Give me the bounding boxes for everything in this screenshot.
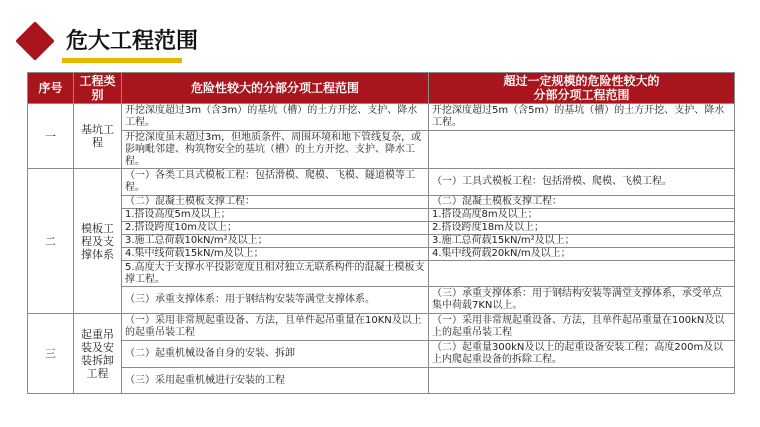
- title-underline: [62, 58, 182, 63]
- dangerous-cell: 3.施工总荷载10kN/m²及以上；: [122, 235, 429, 248]
- dangerous-cell: 开挖深度虽未超过3m，但地质条件、周围环境和地下管线复杂，或影响毗邻建、构筑物安全的基坑（槽）的土方开挖、支护、降水工程。: [122, 131, 429, 169]
- super-cell: （一）工具式模板工程：包括滑模、爬模、飞模工程。: [429, 169, 735, 196]
- dangerous-cell: 开挖深度超过3m（含3m）的基坑（槽）的土方开挖、支护、降水工程。: [122, 104, 429, 131]
- dangerous-cell: （一）各类工具式模板工程：包括滑模、爬模、飞模、隧道模等工程。: [122, 169, 429, 196]
- dangerous-cell: （一）采用非常规起重设备、方法，且单件起吊重量在10KN及以上的起重吊装工程: [122, 314, 429, 341]
- header-super-line1: 超过一定规模的危险性较大的: [503, 74, 660, 88]
- super-cell: [429, 261, 735, 287]
- table-row: [28, 222, 735, 235]
- group-seq: 一: [28, 104, 74, 169]
- table-row: [28, 104, 735, 131]
- super-cell: [429, 368, 735, 394]
- group-category: 基坑工程: [74, 104, 122, 169]
- table-row: [28, 261, 735, 287]
- table-row: [28, 248, 735, 261]
- table-row: [28, 209, 735, 222]
- dangerous-cell: 1.搭设高度5m及以上；: [122, 209, 429, 222]
- super-cell: （一）采用非常规起重设备、方法，且单件起吊重量在100kN及以上的起重吊装工程: [429, 314, 735, 341]
- dangerous-cell: 4.集中线荷载15kN/m及以上；: [122, 248, 429, 261]
- table-row: [28, 235, 735, 248]
- title-bar: [0, 0, 760, 72]
- dangerous-cell: 2.搭设跨度10m及以上；: [122, 222, 429, 235]
- group-category: 模板工程及支撑体系: [74, 169, 122, 314]
- super-cell: （二）混凝土模板支撑工程：: [429, 196, 735, 209]
- table-row: [28, 131, 735, 169]
- super-cell: 开挖深度超过5m（含5m）的基坑（槽）的土方开挖、支护、降水工程。: [429, 104, 735, 131]
- dangerous-cell: （三）采用起重机械进行安装的工程: [122, 368, 429, 394]
- header-super: [429, 73, 735, 104]
- table-row: [28, 314, 735, 341]
- header-category: 工程类别: [74, 73, 122, 104]
- header-seq: 序号: [28, 73, 74, 104]
- scope-table: [27, 72, 735, 394]
- table-row: [28, 196, 735, 209]
- super-cell: （三）承重支撑体系：用于钢结构安装等满堂支撑体系，承受单点集中荷载7KN以上。: [429, 287, 735, 314]
- table-row: [28, 287, 735, 314]
- group-seq: 二: [28, 169, 74, 314]
- super-cell: 3.施工总荷载15kN/m²及以上；: [429, 235, 735, 248]
- table-row: [28, 169, 735, 196]
- dangerous-cell: （三）承重支撑体系：用于钢结构安装等满堂支撑体系。: [122, 287, 429, 314]
- dangerous-cell: 5.高度大于支撑水平投影宽度且相对独立无联系构件的混凝土模板支撑工程。: [122, 261, 429, 287]
- diamond-icon: [15, 21, 55, 61]
- super-cell: [429, 131, 735, 169]
- header-row: [28, 73, 735, 104]
- super-cell: （二）起重量300kN及以上的起重设备安装工程；高度200m及以上内爬起重设备的拆除工程。: [429, 341, 735, 368]
- page-title: 危大工程范围: [66, 29, 199, 54]
- table-row: [28, 368, 735, 394]
- group-category: 起重吊装及安装拆卸工程: [74, 314, 122, 394]
- super-cell: 4.集中线荷载20kN/m及以上；: [429, 248, 735, 261]
- super-cell: 1.搭设高度8m及以上；: [429, 209, 735, 222]
- dangerous-cell: （二）混凝土模板支撑工程：: [122, 196, 429, 209]
- group-seq: 三: [28, 314, 74, 394]
- table-row: [28, 341, 735, 368]
- dangerous-cell: （二）起重机械设备自身的安装、拆卸: [122, 341, 429, 368]
- header-dangerous: 危险性较大的分部分项工程范围: [122, 73, 429, 104]
- super-cell: 2.搭设跨度18m及以上；: [429, 222, 735, 235]
- header-super-line2: 分部分项工程范围: [533, 88, 630, 102]
